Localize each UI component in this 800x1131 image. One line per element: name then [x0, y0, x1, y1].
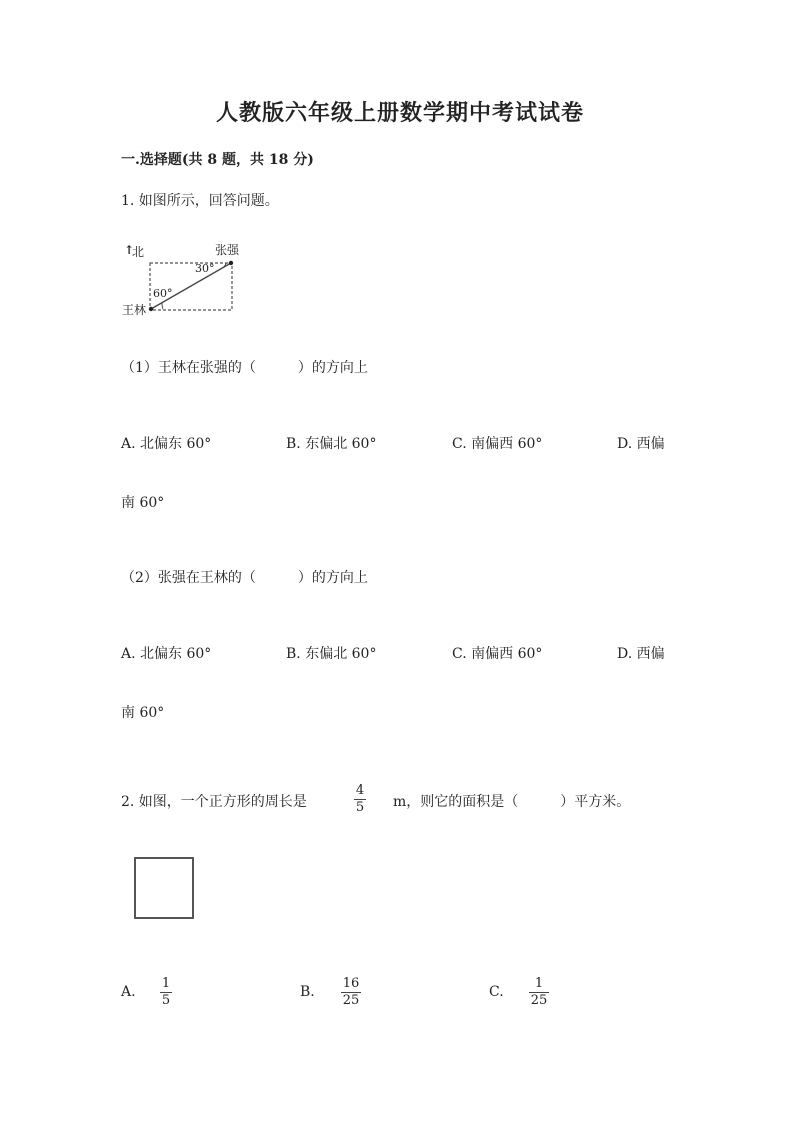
fraction-denominator: 25 [530, 993, 548, 1008]
section-heading: 一.选择题(共 8 题，共 18 分) [121, 152, 314, 168]
sub2-option-a[interactable]: A. 北偏东 60° [121, 646, 212, 662]
sub-question-1-stem: （1）王林在张强的（ ）的方向上 [121, 360, 368, 376]
fraction-numerator: 1 [534, 976, 544, 991]
q2-option-c-fraction[interactable] [529, 977, 549, 1008]
sub1-option-a[interactable]: A. 北偏东 60° [121, 436, 212, 452]
q2-option-a-label[interactable]: A. [121, 984, 136, 1000]
north-label: 北 [132, 245, 145, 259]
sub2-option-c[interactable]: C. 南偏西 60° [452, 646, 543, 662]
q2-option-b-fraction[interactable] [341, 977, 361, 1008]
q2-option-a-fraction[interactable] [160, 977, 172, 1008]
sub-question-2-stem: （2）张强在王林的（ ）的方向上 [121, 570, 368, 586]
north-arrow-icon: ↑ [124, 243, 135, 257]
fraction-denominator: 5 [161, 993, 171, 1008]
sub1-option-c[interactable]: C. 南偏西 60° [452, 436, 543, 452]
fraction-denominator: 5 [355, 800, 365, 815]
zhang-label: 张强 [215, 243, 240, 257]
wang-label: 王林 [122, 303, 147, 317]
angle-60-label: 60° [153, 287, 173, 300]
fraction-numerator: 16 [342, 976, 360, 991]
perimeter-fraction [354, 784, 366, 815]
sub1-option-d[interactable]: D. 西偏 [617, 436, 665, 452]
fraction-numerator: 4 [355, 783, 365, 798]
sub1-option-d-wrap: 南 60° [121, 495, 165, 511]
angle-30-label: 30° [195, 262, 215, 275]
question-2-stem-after: m，则它的面积是（ ）平方米。 [393, 794, 631, 810]
q2-option-b-label[interactable]: B. [300, 984, 315, 1000]
fraction-denominator: 25 [342, 993, 360, 1008]
sub1-option-b[interactable]: B. 东偏北 60° [286, 436, 377, 452]
page-title: 人教版六年级上册数学期中考试试卷 [215, 100, 584, 126]
fraction-numerator: 1 [161, 976, 171, 991]
question-2-stem-before: 2. 如图，一个正方形的周长是 [121, 794, 307, 810]
sub2-option-d-wrap: 南 60° [121, 705, 165, 721]
q2-option-c-label[interactable]: C. [489, 984, 504, 1000]
sub2-option-d[interactable]: D. 西偏 [617, 646, 665, 662]
question-1-stem: 1. 如图所示，回答问题。 [121, 193, 279, 209]
sub2-option-b[interactable]: B. 东偏北 60° [286, 646, 377, 662]
square-figure [134, 857, 194, 919]
